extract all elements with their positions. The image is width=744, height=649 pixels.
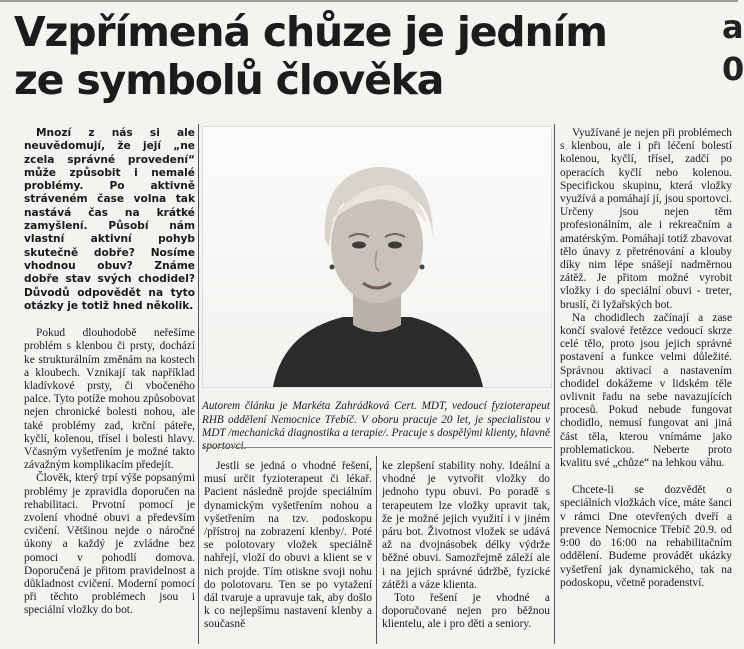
article-column-1 — [24, 127, 195, 618]
body-paragraph: Člověk, který trpí výše popsanými problémy je zpravidla doporučen na rehabilitaci. Prvotní pomocí je zvolení vhodné obuvi a především cvičení. Většinou nejde o náročné úkony a každý je zvládne bez pomoci v pohodlí domova. Doporučená je přitom pravidelnost a důkladnost cvičení. Moderní pomocí při těchto problémech jsou i speciální vložky do bot. — [24, 472, 195, 617]
body-paragraph: Na chodidlech začínají a zase končí svalové řetězce vedoucí skrze celé tělo, proto jsou jejich správné postavení a funkce velmi důležité. Správnou aktivací a nastavením chodidel dokážeme v lidském těle ovlivnit řadu na sebe navazujících procesů. Pokud nebude fungovat chodidlo, nemusí fungovat ani jiná část těla, kterou vnímáme jako problematickou. Neberte proto kvalitu své „chůze“ na lehkou váhu. — [560, 311, 732, 470]
caption-rule — [202, 447, 552, 448]
photo-caption: Autorem článku je Markéta Zahrádková Cert. MDT, vedoucí fyzioterapeut RHB oddělení Nemocnice Třebíč. V oboru pracuje 20 let, je specialistou v MDT /mechanická diagnostika a terapie/. Pracuje s dospělými klienty, hlavně — [202, 400, 550, 439]
body-paragraph: Využívané je nejen při problémech s klenbou, ale i při léčení bolestí kolenou, kyčlí, třísel, zadčí po operacích kyčlí nebo kolenou. Specifickou skupinu, která vložky využívá a pomáhají jí, jsou sportovci. Určeny jsou nejen těm profesionálním, ale i rekreačním a amatérským. Pomáhají totiž zbavovat tělo únavy z přetrénování a klouby díky nim lépe snášejí nadměrnou zátěž. Je přitom možné vyrobit vložky i do speciální obuvi - treter, bruslí, či lyžařských bot. — [560, 127, 732, 311]
adjacent-article-edge: a 0 — [722, 8, 744, 88]
body-paragraph: Toto řešení je vhodné a doporučované nejen pro běžnou klientelu, ale i pro děti a seniory. — [382, 592, 550, 631]
article-column-3 — [382, 460, 550, 632]
column-rule — [376, 456, 377, 644]
column-rule — [554, 124, 555, 644]
headline-line-2: ze symbolů člověka — [14, 56, 444, 104]
body-paragraph: Jestli se jedná o vhodné řešení, musí určit fyzioterapeut či lékař. Pacient následně projde speciálním dynamickým vyšetřením nohou a vyšetřením na tzv. podoskopu /přístroj na zobrazení klenby/. Poté se polotovary vložek speciálně nahřejí, vloží do obuvi a klient se v nich projde. Tím otiskne svoji nohu do polotovaru. Ten se po vytažení dál tvaruje a upravuje tak, aby došlo k co nejlepšímu nastavení klenby a současně — [204, 460, 372, 631]
headline-line-1: Vzpřímená chůze je jedním — [14, 8, 607, 56]
body-paragraph: ke zlepšení stability nohy. Ideální a vhodné je vytvořit vložky do jednoho typu obuvi. Po poradě s terapeutem lze vložky upravit tak, že je možné jejich využití i v jiném páru bot. Životnost vložek se udává až na dvojnásobek délky výdrže běžné obuvi. Samozřejmě záleží ale i na jejich správné údržbě, fyzické zátěži a váze klienta. — [382, 460, 550, 591]
column-rule — [198, 124, 199, 644]
headline — [14, 8, 734, 104]
article-column-2 — [204, 460, 372, 632]
author-photo — [202, 126, 552, 388]
lead-paragraph: Mnozí z nás si ale neuvědomují, že její „ne zcela správné provedení“ může způsobit i nemalé problémy. Po aktivně stráveném čase volna tak nastává čas na krátké zamyšlení. Působí nám vlastní aktivní pohyb skutečně dobře? Nosíme vhodnou obuv? Známe dobře stav svých chodidel? Důvodů odpovědět na tyto otázky je totiž hned několik. — [24, 127, 195, 312]
page-top-border — [0, 0, 738, 2]
portrait-illustration — [203, 127, 551, 387]
article-column-4 — [560, 127, 732, 590]
body-paragraph: Chcete-li se dozvědět o speciálních vložkách více, máte šanci v rámci Dne otevřených dveří a prevence Nemocnice Třebíč 20.9. od 9:00 do 16:00 na rehabilitačním oddělení. Budeme provádět ukázky vyšetření jak dynamického, tak na podoskopu, včetně poradenství. — [560, 484, 732, 589]
body-paragraph: Pokud dlouhodobě neřešíme problém s klenbou či prsty, dochází ke strukturálním změnám na kostech a kloubech. Vznikají tak například kladívkové prsty, či vbočeného palce. Tyto potíže mohou způsobovat nejen chronické bolesti nohou, ale také problémy zad, krční páteře, kyčlí, kolenou, třísel i bolesti hlavy. Včasným vyšetřením je možné takto závažným komplikacím předejít. — [24, 327, 195, 472]
